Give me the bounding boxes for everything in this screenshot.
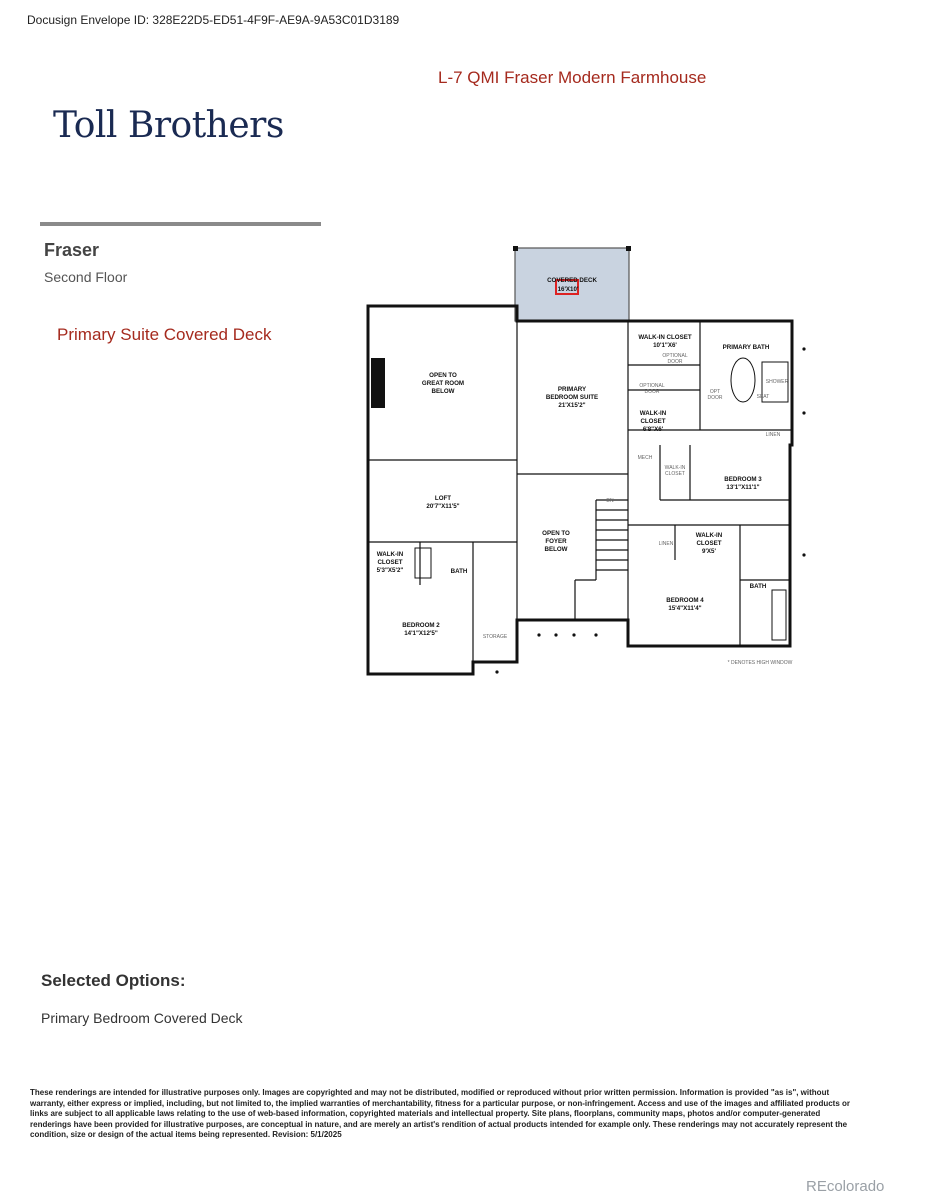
optional-door-1-line1: OPTIONAL [662, 353, 688, 359]
divider [40, 222, 321, 226]
walkin-closet-1-dim: 10'1"X6' [653, 342, 677, 349]
primary-suite-line1: PRIMARY [557, 386, 587, 393]
walkin-closet-4-line1: WALK-IN [376, 551, 404, 558]
primary-suite-line2: BEDROOM SUITE [545, 394, 599, 401]
walkin-closet-1-label: WALK-IN CLOSET [638, 334, 692, 341]
primary-suite-dim: 21'X15'2" [558, 402, 586, 409]
optional-door-2-line1: OPTIONAL [639, 383, 665, 389]
open-foyer-line2: FOYER [545, 538, 567, 545]
open-foyer-line1: OPEN TO [542, 530, 570, 537]
walkin-closet-3-dim: 9'X5' [702, 548, 716, 555]
deck-label: COVERED DECK [547, 277, 597, 284]
walkin-closet-4-dim: 5'3"X5'2" [376, 567, 404, 574]
callout-note: Primary Suite Covered Deck [57, 325, 272, 344]
dn-label: DN [606, 498, 614, 504]
linen-2-label: LINEN [658, 541, 674, 547]
bedroom-2-label: BEDROOM 2 [402, 622, 440, 629]
walkin-closet-2-line1: WALK-IN [639, 410, 667, 417]
bedroom-2-dim: 14'1"X12'5" [404, 630, 438, 637]
primary-bath-label: PRIMARY BATH [722, 344, 770, 351]
bedroom-4-dim: 15'4"X11'4" [668, 605, 702, 612]
floor-plan [360, 240, 820, 680]
toll-brothers-logo: Toll Brothers [53, 105, 284, 146]
bath-1-label: BATH [450, 568, 468, 575]
walkin-closet-small-line1: WALK-IN [664, 465, 686, 471]
floor-label: Second Floor [44, 269, 128, 285]
walkin-closet-4-line2: CLOSET [377, 559, 403, 566]
covered-deck-area [515, 248, 629, 321]
plan-name: Fraser [44, 240, 100, 260]
recolorado-watermark: REcolorado [806, 1178, 885, 1195]
mech-label: MECH [637, 455, 653, 461]
storage-label: STORAGE [482, 634, 508, 640]
walkin-closet-small-line2: CLOSET [664, 471, 686, 477]
optional-door-1-line2: DOOR [667, 359, 683, 365]
bedroom-3-label: BEDROOM 3 [724, 476, 762, 483]
bedroom-4-label: BEDROOM 4 [666, 597, 704, 604]
opt-door-line1: OPT [709, 389, 721, 395]
high-window-note: * DENOTES HIGH WINDOW [727, 660, 793, 666]
selected-options-heading: Selected Options: [41, 971, 186, 990]
open-great-room-line1: OPEN TO [429, 372, 457, 379]
bath-2-label: BATH [749, 583, 767, 590]
disclaimer: These renderings are intended for illustrative purposes only. Images are copyrighted and may not be distributed, modified or reproduced without prior written permission. Information is provided "as is", without warranty, either express or implied, including, but not limited to, the implied warranties of merchantability, fitness for a particular purpose, or non-infringement. Access and use of the images and affiliated products or links are subject to all applicable laws relating to the use of web-based information, copyrighted materials and intellectual property. Site plans, floorplans, community maps, photos and/or computer-generated renderings have been provided for illustrative purposes, are conceptual in nature, and are merely an artist's rendition of actual products intended for example only. These renderings may not accurately represent the condition, size or design of the actual items being represented. Revision: 5/1/2025 [30, 1088, 850, 1139]
walkin-closet-3-line1: WALK-IN [695, 532, 723, 539]
envelope-id: Docusign Envelope ID: 328E22D5-ED51-4F9F-AE9A-9A53C01D3189 [27, 13, 400, 27]
walkin-closet-3-line2: CLOSET [696, 540, 722, 547]
seat-label: SEAT [756, 394, 770, 400]
open-foyer-line3: BELOW [544, 546, 568, 553]
walkin-closet-2-line2: CLOSET [640, 418, 666, 425]
loft-label: LOFT [434, 495, 452, 502]
bedroom-3-dim: 13'1"X11'1" [726, 484, 760, 491]
opt-door-line2: DOOR [707, 395, 723, 401]
lot-title: L-7 QMI Fraser Modern Farmhouse [438, 68, 707, 87]
linen-1-label: LINEN [765, 432, 781, 438]
open-great-room-line3: BELOW [431, 388, 455, 395]
selected-option-item: Primary Bedroom Covered Deck [41, 1010, 243, 1026]
fireplace [371, 358, 385, 408]
loft-dim: 20'7"X11'5" [426, 503, 460, 510]
shower-label: SHOWER [765, 379, 789, 385]
walkin-closet-2-dim: 6'8"X6' [642, 426, 664, 433]
open-great-room-line2: GREAT ROOM [421, 380, 465, 387]
deck-dim: 16'X10' [557, 286, 579, 293]
optional-door-2-line2: DOOR [644, 389, 660, 395]
